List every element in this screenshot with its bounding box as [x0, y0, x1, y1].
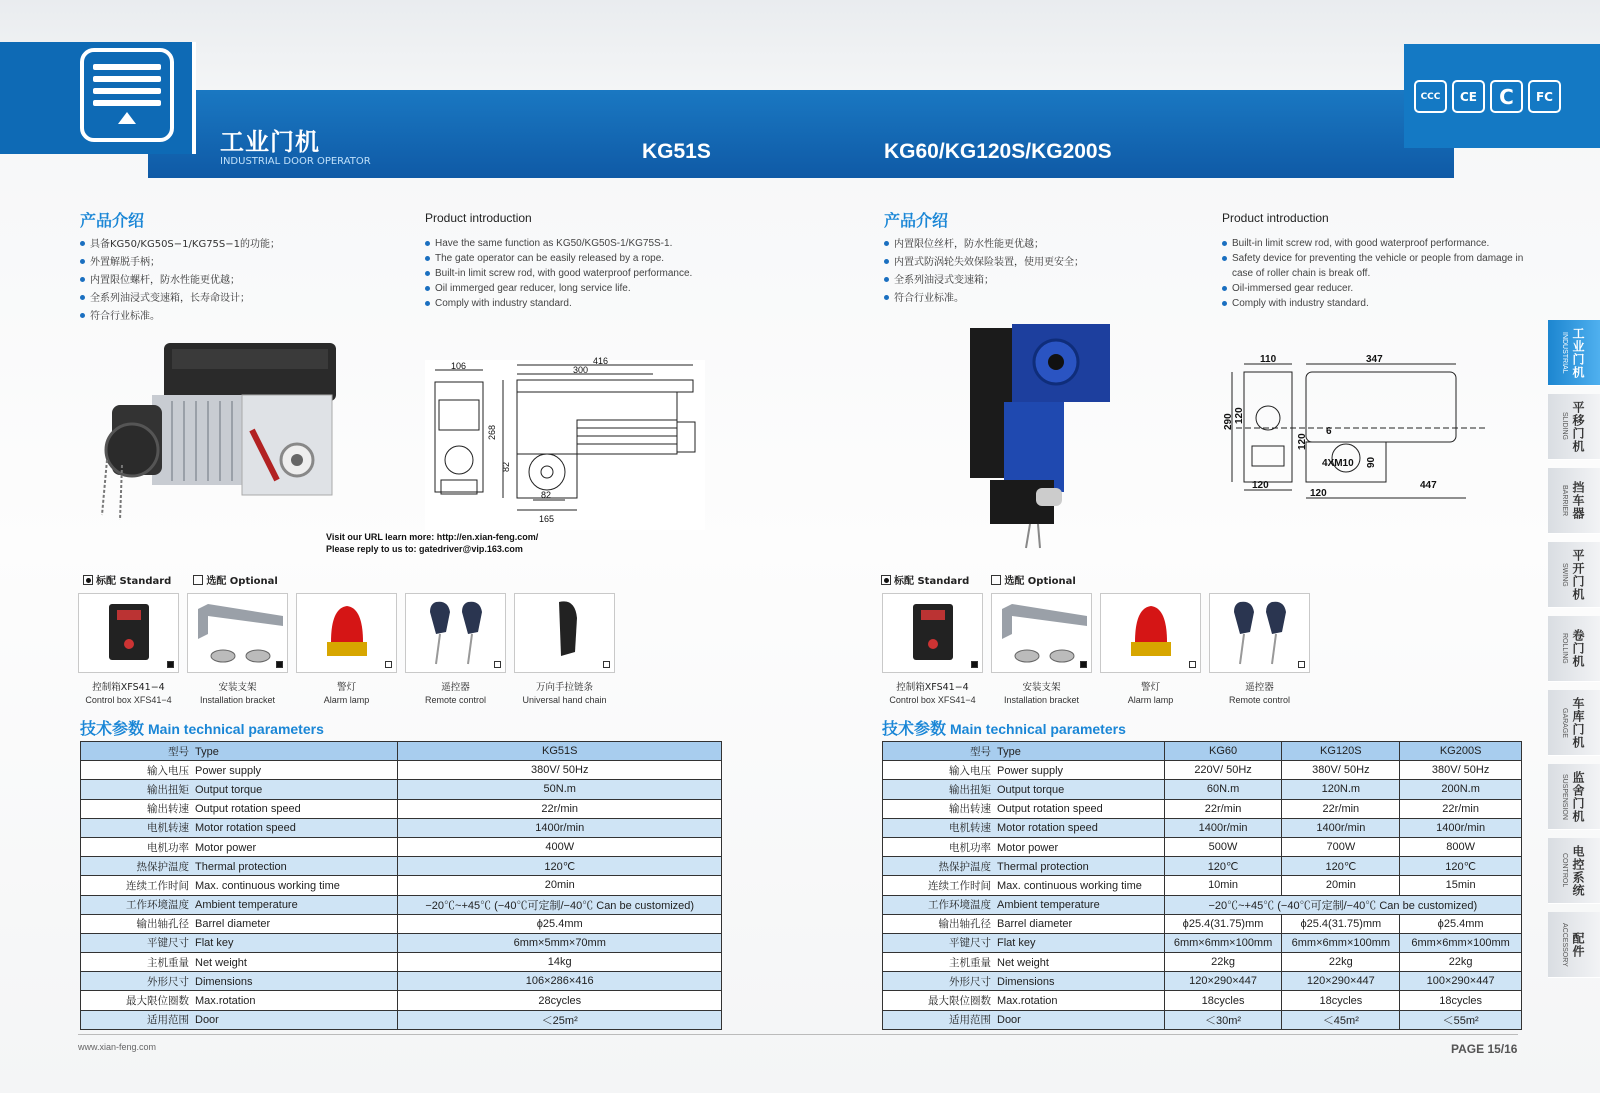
control-box-icon — [883, 594, 984, 674]
accessory-label: 警灯 Alarm lamp — [323, 682, 370, 705]
param-label: 型号 Type — [883, 742, 1165, 761]
sidebar-tab-sublabel: SLIDING — [1561, 412, 1568, 441]
bracket-icon — [992, 594, 1093, 674]
accessory-control-box — [882, 593, 983, 673]
param-value: ＜30m² — [1164, 1010, 1282, 1029]
param-label: 输出轴孔径 Barrel diameter — [883, 914, 1165, 933]
param-value: ϕ25.4(31.75)mm — [1282, 914, 1400, 933]
list-item: 符合行业标准。 — [884, 290, 1084, 308]
remote-control-icon — [1210, 594, 1311, 674]
intro-title-en-left: Product introduction — [425, 211, 532, 225]
list-item: Safety device for preventing the vehicle or people from damage in case of roller chain is break off. — [1222, 251, 1527, 281]
params-title-right: 技术参数 Main technical parameters — [882, 719, 1126, 738]
table-row — [883, 837, 1522, 856]
param-label: 适用范围 Door — [81, 1010, 398, 1029]
param-value: 22r/min — [1164, 799, 1282, 818]
param-label: 工作环境温度 Ambient temperature — [81, 895, 398, 914]
kg60-motor-image — [960, 320, 1120, 550]
dim-label: 4XM10 — [1322, 458, 1354, 469]
param-value: 22kg — [1282, 953, 1400, 972]
param-value: 1400r/min — [1400, 818, 1522, 837]
intro-list-cn-left — [80, 236, 280, 326]
accessory-bracket — [187, 593, 288, 673]
intro-title-cn-right: 产品介绍 — [884, 211, 949, 230]
param-label: 工作环境温度 Ambient temperature — [883, 895, 1165, 914]
param-value: 380V/ 50Hz — [1400, 761, 1522, 780]
param-label: 主机重量 Net weight — [883, 953, 1165, 972]
optional-dot-icon — [1298, 661, 1305, 668]
param-value: 22kg — [1400, 953, 1522, 972]
table-row — [81, 953, 722, 972]
accessory-label: 安装支架 Installation bracket — [199, 682, 276, 705]
ccc-cert-icon: CCC — [1414, 80, 1447, 113]
sidebar-tab-industrial[interactable] — [1548, 320, 1600, 386]
param-value: 120N.m — [1282, 780, 1400, 799]
table-row — [81, 914, 722, 933]
param-value: 6mm×6mm×100mm — [1164, 933, 1282, 952]
sidebar-tab-barrier[interactable] — [1548, 468, 1600, 534]
dim-label: 300 — [573, 365, 589, 375]
param-label: 输出扭矩 Output torque — [883, 780, 1165, 799]
accessory-bracket — [991, 593, 1092, 673]
sidebar-tab-sublabel: SUSPENSION — [1561, 773, 1568, 820]
dim-label: 120 — [1310, 488, 1327, 499]
sidebar-tab-label: 工业门机 — [1571, 326, 1585, 379]
param-value: 15min — [1400, 876, 1522, 895]
page-subtitle: INDUSTRIAL DOOR OPERATOR — [220, 156, 371, 167]
accessory-remote — [405, 593, 506, 673]
door-operator-icon — [80, 48, 174, 142]
param-label: 外形尺寸 Dimensions — [81, 972, 398, 991]
sidebar-tab-swing[interactable] — [1548, 542, 1600, 608]
param-value: 22r/min — [1400, 799, 1522, 818]
table-header-row — [81, 742, 722, 761]
table-row — [81, 991, 722, 1010]
param-value: −20℃~+45℃ (−40℃可定制/−40℃ Can be customized) — [1164, 895, 1521, 914]
table-header-row — [883, 742, 1522, 761]
param-label: 外形尺寸 Dimensions — [883, 972, 1165, 991]
param-value: 20min — [1282, 876, 1400, 895]
param-value: 120×290×447 — [1164, 972, 1282, 991]
standard-dot-icon — [167, 661, 174, 668]
sidebar-tab-sublabel: ROLLING — [1561, 633, 1568, 664]
intro-title-en-right: Product introduction — [1222, 211, 1329, 225]
intro-title-cn-left: 产品介绍 — [80, 211, 145, 230]
table-row — [883, 933, 1522, 952]
accessory-label: 控制箱XFS41−4 Control box XFS41−4 — [85, 682, 172, 705]
param-value: ϕ25.4mm — [398, 914, 722, 933]
param-label: 输入电压 Power supply — [81, 761, 398, 780]
param-value: 106×286×416 — [398, 972, 722, 991]
remote-control-icon — [406, 594, 507, 674]
param-value: 120℃ — [1164, 857, 1282, 876]
accessory-alarm-lamp — [1100, 593, 1201, 673]
table-row — [883, 876, 1522, 895]
accessory-label: 遥控器 Remote control — [424, 682, 487, 705]
sidebar-tab-control[interactable] — [1548, 838, 1600, 904]
intro-list-en-left — [425, 236, 692, 311]
dim-label: 347 — [1366, 354, 1383, 365]
table-row — [883, 818, 1522, 837]
param-value: 20min — [398, 876, 722, 895]
table-row — [81, 972, 722, 991]
dim-label: 165 — [539, 514, 555, 524]
param-label: 输出转速 Output rotation speed — [883, 799, 1165, 818]
param-value: ϕ25.4mm — [1400, 914, 1522, 933]
alarm-lamp-icon — [1101, 594, 1202, 674]
intro-list-cn-right — [884, 236, 1084, 308]
table-row — [883, 895, 1522, 914]
standard-dot-icon — [1080, 661, 1087, 668]
optional-dot-icon — [385, 661, 392, 668]
footer-divider — [78, 1034, 1518, 1035]
list-item: Comply with industry standard. — [425, 296, 692, 311]
sidebar-tab-accessory[interactable] — [1548, 912, 1600, 978]
param-value: 380V/ 50Hz — [398, 761, 722, 780]
param-value: 14kg — [398, 953, 722, 972]
dim-label: 416 — [593, 356, 609, 366]
param-label: 电机功率 Motor power — [81, 837, 398, 856]
table-row — [883, 857, 1522, 876]
page-title: 工业门机 — [220, 128, 320, 156]
brand-logo-box — [0, 42, 196, 154]
table-row — [81, 1010, 722, 1029]
contact-info — [326, 531, 538, 555]
param-value: 22r/min — [398, 799, 722, 818]
param-value: 380V/ 50Hz — [1282, 761, 1400, 780]
param-value: 800W — [1400, 837, 1522, 856]
param-value: 100×290×447 — [1400, 972, 1522, 991]
dim-label: 110 — [1260, 354, 1277, 365]
param-value: KG200S — [1400, 742, 1522, 761]
list-item: Oil-immersed gear reducer. — [1222, 281, 1527, 296]
list-item: Built-in limit screw rod, with good waterproof performance. — [1222, 236, 1527, 251]
table-row — [81, 857, 722, 876]
bracket-icon — [188, 594, 289, 674]
list-item: 符合行业标准。 — [80, 308, 280, 326]
list-item: Comply with industry standard. — [1222, 296, 1527, 311]
table-row — [81, 837, 722, 856]
params-title-left: 技术参数 Main technical parameters — [80, 719, 324, 738]
dim-label: 120 — [1297, 433, 1308, 450]
table-row — [883, 914, 1522, 933]
param-label: 主机重量 Net weight — [81, 953, 398, 972]
param-value: 60N.m — [1164, 780, 1282, 799]
param-value: 10min — [1164, 876, 1282, 895]
sidebar-tab-garage[interactable] — [1548, 690, 1600, 756]
empty-dot-icon — [991, 575, 1001, 585]
dim-label: 447 — [1420, 480, 1437, 491]
param-value: 1400r/min — [1282, 818, 1400, 837]
model-title-left: KG51S — [642, 140, 711, 163]
param-value: 18cycles — [1164, 991, 1282, 1010]
sidebar-tab-sliding[interactable] — [1548, 394, 1600, 460]
spec-table-left — [80, 741, 722, 1030]
list-item: 全系列油浸式变速箱； — [884, 272, 1084, 290]
sidebar-tab-sublabel: BARRIER — [1561, 484, 1568, 517]
list-item: 内置式防涡轮失效保险装置，使用更安全； — [884, 254, 1084, 272]
param-value: −20℃~+45℃ (−40℃可定制/−40℃ Can be customized) — [398, 895, 722, 914]
accessory-remote — [1209, 593, 1310, 673]
dim-label: 82 — [541, 490, 552, 500]
dim-label: 106 — [451, 361, 467, 371]
page-number: PAGE 15/16 — [1451, 1042, 1518, 1056]
filled-dot-icon — [83, 575, 93, 585]
param-label: 电机转速 Motor rotation speed — [883, 818, 1165, 837]
dim-label: 82 — [501, 461, 511, 472]
sidebar-tab-label: 卷门机 — [1571, 629, 1585, 668]
list-item: 外置解脱手柄； — [80, 254, 280, 272]
email-line: Please reply to us to: gatedriver@vip.163.com — [326, 544, 523, 554]
accessory-label: 遥控器 Remote control — [1228, 682, 1291, 705]
sidebar-tab-sublabel: CONTROL — [1561, 853, 1568, 888]
table-row — [883, 972, 1522, 991]
param-value: 400W — [398, 837, 722, 856]
table-row — [81, 799, 722, 818]
sidebar-tab-label: 电控系统 — [1571, 844, 1585, 897]
param-value: 120×290×447 — [1282, 972, 1400, 991]
param-value: 120℃ — [1282, 857, 1400, 876]
legend-standard: 标配 Standard — [83, 572, 171, 587]
param-value: 500W — [1164, 837, 1282, 856]
table-row — [883, 780, 1522, 799]
dim-label: 268 — [487, 424, 497, 440]
hand-chain-icon — [515, 594, 616, 674]
legend-optional: 选配 Optional — [991, 572, 1076, 587]
param-value: 220V/ 50Hz — [1164, 761, 1282, 780]
sidebar-tab-sublabel: SWING — [1561, 562, 1568, 587]
legend-right — [881, 572, 1076, 587]
filled-dot-icon — [881, 575, 891, 585]
param-label: 输出转速 Output rotation speed — [81, 799, 398, 818]
param-label: 平键尺寸 Flat key — [883, 933, 1165, 952]
dim-label: 120 — [1234, 407, 1245, 424]
table-row — [81, 780, 722, 799]
dim-label: 6 — [1326, 426, 1332, 437]
list-item: 内置限位螺杆，防水性能更优越； — [80, 272, 280, 290]
accessory-label: 万向手拉链条 Universal hand chain — [522, 682, 607, 705]
param-label: 连续工作时间 Max. continuous working time — [883, 876, 1165, 895]
list-item: 全系列油浸式变速箱，长寿命设计； — [80, 290, 280, 308]
alarm-lamp-icon — [297, 594, 398, 674]
param-value: 22kg — [1164, 953, 1282, 972]
c-cert-icon: C — [1490, 80, 1523, 113]
spec-table-right — [882, 741, 1522, 1030]
param-label: 型号 Type — [81, 742, 398, 761]
table-row — [883, 1010, 1522, 1029]
accessory-label: 警灯 Alarm lamp — [1127, 682, 1174, 705]
param-value: 6mm×6mm×100mm — [1282, 933, 1400, 952]
ce-cert-icon: CE — [1452, 80, 1485, 113]
list-item: Have the same function as KG50/KG50S-1/KG75S-1. — [425, 236, 692, 251]
accessory-label: 安装支架 Installation bracket — [1003, 682, 1080, 705]
sidebar-tab-label: 平开门机 — [1571, 548, 1585, 601]
table-row — [81, 818, 722, 837]
param-label: 输出轴孔径 Barrel diameter — [81, 914, 398, 933]
optional-dot-icon — [603, 661, 610, 668]
sidebar-tab-label: 挡车器 — [1571, 481, 1585, 520]
param-value: ＜45m² — [1282, 1010, 1400, 1029]
sidebar-tab-label: 监舍门机 — [1571, 770, 1585, 823]
dim-label: 90 — [1366, 456, 1377, 468]
kg51s-dimension-drawing — [425, 356, 705, 530]
list-item: Built-in limit screw rod, with good waterproof performance. — [425, 266, 692, 281]
param-label: 最大限位圈数 Max.rotation — [883, 991, 1165, 1010]
accessory-alarm-lamp — [296, 593, 397, 673]
url-line: Visit our URL learn more: http://en.xian-feng.com/ — [326, 532, 539, 542]
param-label: 连续工作时间 Max. continuous working time — [81, 876, 398, 895]
param-value: 1400r/min — [398, 818, 722, 837]
param-value: 200N.m — [1400, 780, 1522, 799]
param-value: 18cycles — [1400, 991, 1522, 1010]
table-row — [81, 876, 722, 895]
param-value: 6mm×5mm×70mm — [398, 933, 722, 952]
param-value: KG51S — [398, 742, 722, 761]
table-row — [883, 991, 1522, 1010]
intro-list-en-right — [1222, 236, 1527, 311]
param-value: KG60 — [1164, 742, 1282, 761]
accessory-control-box — [78, 593, 179, 673]
accessory-hand-chain — [514, 593, 615, 673]
param-label: 最大限位圈数 Max.rotation — [81, 991, 398, 1010]
sidebar-tab-label: 配件 — [1571, 931, 1585, 958]
list-item: 内置限位丝杆，防水性能更优越； — [884, 236, 1084, 254]
legend-optional: 选配 Optional — [193, 572, 278, 587]
param-value: ϕ25.4(31.75)mm — [1164, 914, 1282, 933]
sidebar-tab-label: 平移门机 — [1571, 400, 1585, 453]
model-title-right: KG60/KG120S/KG200S — [884, 140, 1112, 163]
param-label: 热保护温度 Thermal protection — [883, 857, 1165, 876]
sidebar-tab-suspension[interactable] — [1548, 764, 1600, 830]
standard-dot-icon — [276, 661, 283, 668]
accessory-label: 控制箱XFS41−4 Control box XFS41−4 — [889, 682, 976, 705]
table-row — [81, 761, 722, 780]
footer-url: www.xian-feng.com — [78, 1042, 157, 1052]
kg51s-motor-image — [92, 335, 352, 535]
list-item: The gate operator can be easily released by a rope. — [425, 251, 692, 266]
param-value: 50N.m — [398, 780, 722, 799]
table-row — [81, 895, 722, 914]
table-row — [81, 933, 722, 952]
sidebar-tab-label: 车库门机 — [1571, 696, 1585, 749]
param-label: 平键尺寸 Flat key — [81, 933, 398, 952]
dim-label: 120 — [1252, 480, 1269, 491]
param-label: 电机转速 Motor rotation speed — [81, 818, 398, 837]
optional-dot-icon — [494, 661, 501, 668]
param-value: 120℃ — [398, 857, 722, 876]
param-value: 22r/min — [1282, 799, 1400, 818]
standard-dot-icon — [971, 661, 978, 668]
table-row — [883, 761, 1522, 780]
param-value: 700W — [1282, 837, 1400, 856]
sidebar-tab-sublabel: GARAGE — [1561, 707, 1568, 738]
sidebar-tab-sublabel: INDUSTRIAL — [1561, 331, 1568, 374]
empty-dot-icon — [193, 575, 203, 585]
kg60-dimension-drawing — [1223, 354, 1496, 508]
param-value: ＜25m² — [398, 1010, 722, 1029]
param-value: 120℃ — [1400, 857, 1522, 876]
param-value: 1400r/min — [1164, 818, 1282, 837]
control-box-icon — [79, 594, 180, 674]
dim-label: 290 — [1223, 413, 1234, 430]
table-row — [883, 799, 1522, 818]
param-value: 18cycles — [1282, 991, 1400, 1010]
fc-cert-icon: FC — [1528, 80, 1561, 113]
legend-left — [83, 572, 278, 587]
legend-standard: 标配 Standard — [881, 572, 969, 587]
param-label: 适用范围 Door — [883, 1010, 1165, 1029]
optional-dot-icon — [1189, 661, 1196, 668]
param-label: 热保护温度 Thermal protection — [81, 857, 398, 876]
param-value: 28cycles — [398, 991, 722, 1010]
sidebar-tab-rolling[interactable] — [1548, 616, 1600, 682]
certification-box — [1404, 44, 1600, 148]
param-value: ＜55m² — [1400, 1010, 1522, 1029]
param-label: 输出扭矩 Output torque — [81, 780, 398, 799]
table-row — [883, 953, 1522, 972]
param-value: 6mm×6mm×100mm — [1400, 933, 1522, 952]
param-label: 电机功率 Motor power — [883, 837, 1165, 856]
sidebar-tab-sublabel: ACCESSORY — [1561, 922, 1568, 967]
param-label: 输入电压 Power supply — [883, 761, 1165, 780]
param-value: KG120S — [1282, 742, 1400, 761]
list-item: Oil immerged gear reducer, long service life. — [425, 281, 692, 296]
list-item: 具备KG50/KG50S−1/KG75S−1的功能； — [80, 236, 280, 254]
